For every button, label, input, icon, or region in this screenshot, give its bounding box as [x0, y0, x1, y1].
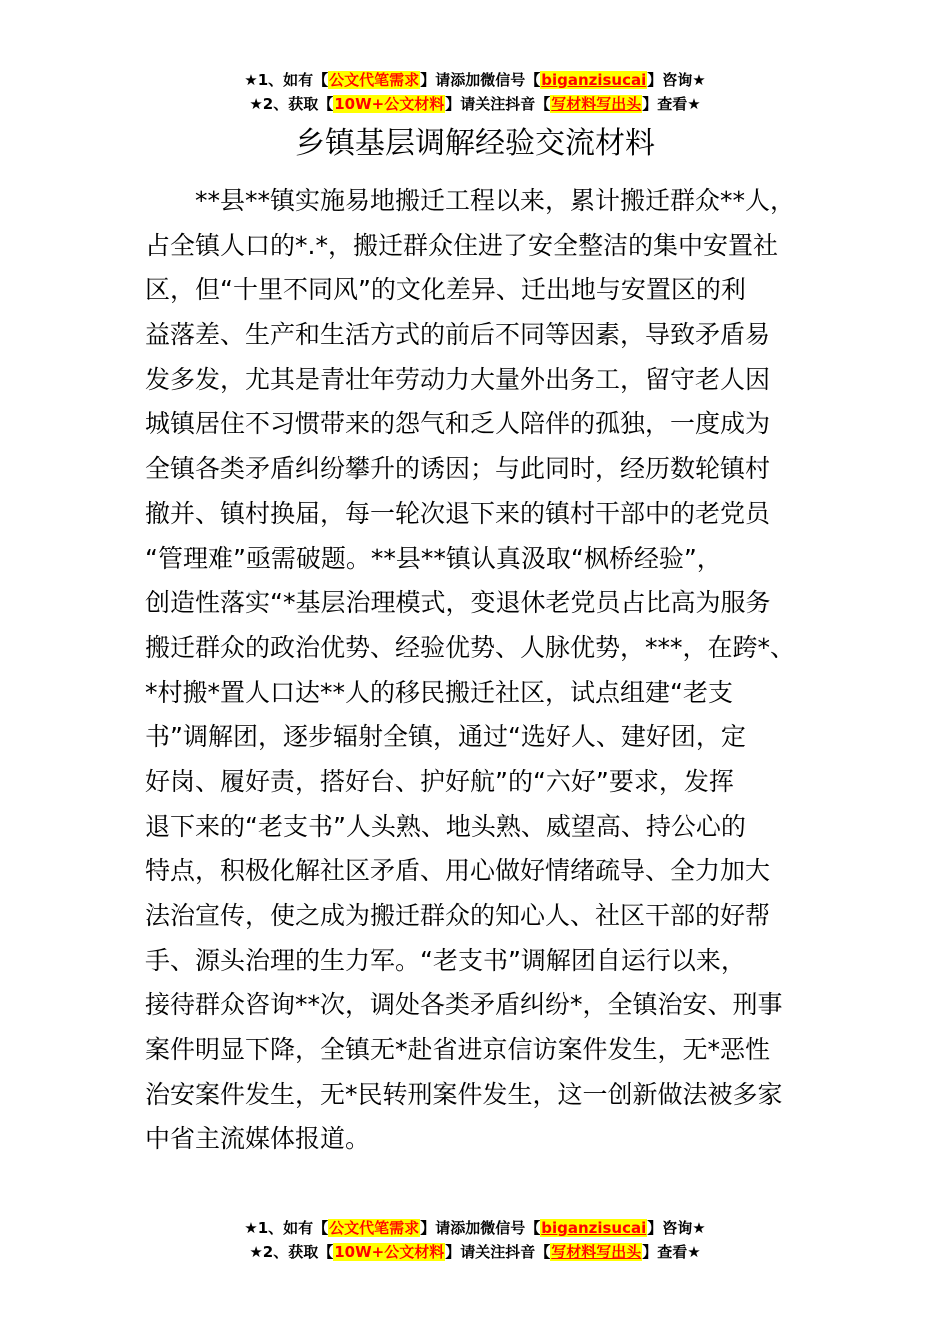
banner-highlight: 10W+公文材料 [334, 1243, 445, 1261]
document-body [145, 179, 835, 1162]
body-line: 治安案件发生，无*民转刑案件发生，这一创新做法被多家 [145, 1079, 783, 1109]
body-line: 法治宣传，使之成为搬迁群众的知心人、社区干部的好帮 [145, 901, 771, 930]
banner-text: 】查看★ [642, 1243, 701, 1261]
body-line: 特点，积极化解社区矛盾、用心做好情绪疏导、全力加大 [145, 856, 771, 886]
body-line: 接待群众咨询**次，调处各类矛盾纠纷*，全镇治安、刑事 [145, 990, 783, 1020]
body-line: 撤并、镇村换届，每一轮次退下来的镇村干部中的老党员 [145, 498, 771, 528]
banner-text: ★2、获取【 [249, 1243, 334, 1261]
banner-text: 】咨询★ [647, 71, 706, 89]
banner-line-1 [0, 1216, 950, 1240]
banner-highlight: 公文代笔需求 [329, 1219, 420, 1237]
body-line: 手、源头治理的生力军。“老支书”调解团自运行以来， [145, 945, 746, 975]
body-line: 好岗、履好责，搭好台、护好航”的“六好”要求，发挥 [145, 766, 734, 796]
wechat-id-highlight: biganzisucai [541, 71, 647, 89]
body-line: 益落差、生产和生活方式的前后不同等因素，导致矛盾易 [145, 320, 771, 350]
banner-text: ★1、如有【 [244, 71, 329, 89]
banner-text: 】咨询★ [647, 1219, 706, 1237]
body-line: 创造性落实“*基层治理模式，变退休老党员占比高为服务 [145, 588, 771, 618]
body-line: 发多发，尤其是青壮年劳动力大量外出务工，留守老人因 [145, 364, 771, 394]
footer-banner [0, 1216, 950, 1264]
body-line: “管理难”亟需破题。**县**镇认真汲取“枫桥经验”， [145, 543, 722, 573]
body-line: 城镇居住不习惯带来的怨气和乏人陪伴的孤独，一度成为 [145, 409, 771, 439]
douyin-highlight: 写材料写出头 [551, 1243, 642, 1261]
body-line: 退下来的“老支书”人头熟、地头熟、威望高、持公心的 [145, 811, 746, 841]
banner-text: 】请添加微信号【 [420, 71, 541, 89]
banner-text: ★1、如有【 [244, 1219, 329, 1237]
body-line: *村搬*置人口达**人的移民搬迁社区，试点组建“老支 [145, 677, 733, 707]
banner-text: 】请添加微信号【 [420, 1219, 541, 1237]
banner-highlight: 10W+公文材料 [334, 95, 445, 113]
banner-line-2 [0, 1240, 950, 1264]
banner-text: 】查看★ [642, 95, 701, 113]
document-title: 乡镇基层调解经验交流材料 [295, 126, 655, 161]
body-line: 案件明显下降，全镇无*赴省进京信访案件发生，无*恶性 [145, 1035, 771, 1065]
body-line: 中省主流媒体报道。 [145, 1124, 371, 1154]
body-line: 区，但“十里不同风”的文化差异、迁出地与安置区的利 [145, 275, 746, 305]
banner-line-2 [0, 92, 950, 116]
body-line: **县**镇实施易地搬迁工程以来，累计搬迁群众**人， [195, 186, 796, 215]
body-line: 占全镇人口的*.*，搬迁群众住进了安全整洁的集中安置社 [145, 230, 778, 260]
banner-text: 】请关注抖音【 [445, 95, 551, 113]
header-banner [0, 68, 950, 116]
banner-text: ★2、获取【 [249, 95, 334, 113]
douyin-highlight: 写材料写出头 [551, 95, 642, 113]
body-line: 书”调解团，逐步辐射全镇，通过“选好人、建好团，定 [145, 722, 746, 752]
body-line: 全镇各类矛盾纠纷攀升的诱因；与此同时，经历数轮镇村 [145, 454, 771, 484]
banner-highlight: 公文代笔需求 [329, 71, 420, 89]
body-line: 搬迁群众的政治优势、经验优势、人脉优势，***，在跨*、 [145, 632, 796, 662]
banner-line-1 [0, 68, 950, 92]
banner-text: 】请关注抖音【 [445, 1243, 551, 1261]
wechat-id-highlight: biganzisucai [541, 1219, 647, 1237]
